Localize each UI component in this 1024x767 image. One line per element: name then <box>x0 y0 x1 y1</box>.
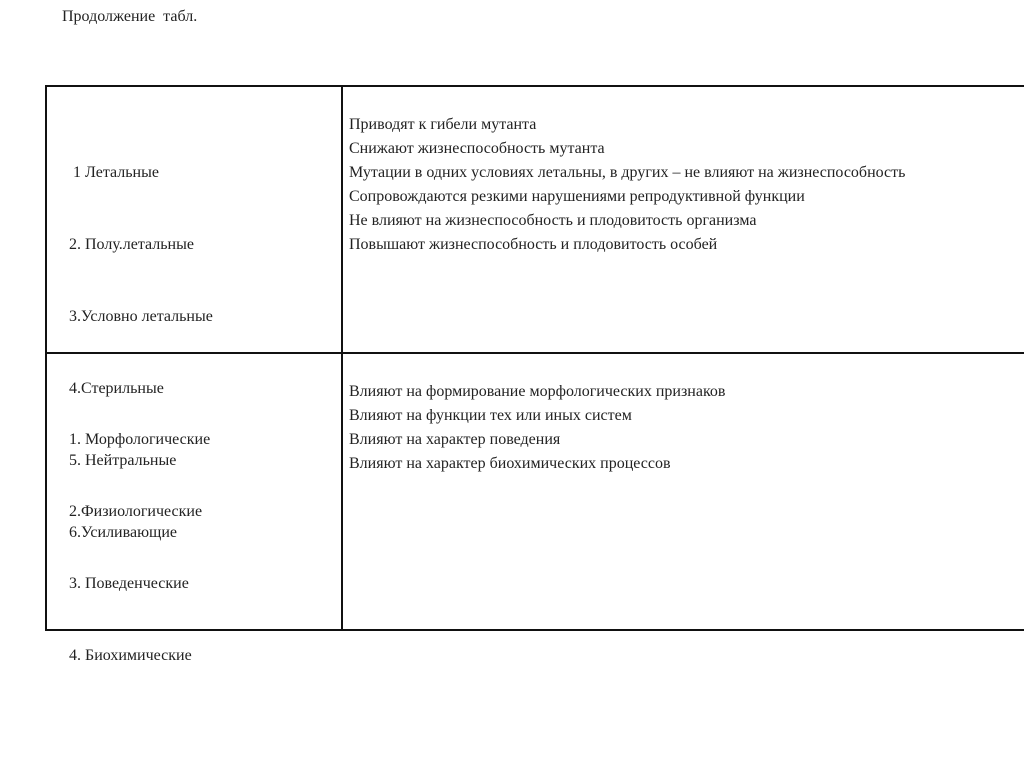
list-item: Влияют на функции тех или иных систем <box>349 407 632 424</box>
list-item: 1. Морфологические <box>69 431 211 448</box>
list-item: 2.Физиологические <box>69 503 203 520</box>
list-item: 6.Усиливающие <box>69 524 177 541</box>
list-item: Не влияют на жизнеспособность и плодовитость организма <box>349 212 757 229</box>
list-item: 5. Нейтральные <box>69 452 177 469</box>
mutation-types-list <box>69 380 210 716</box>
list-item: Влияют на формирование морфологических признаков <box>349 383 726 400</box>
mutation-effects-cell <box>343 87 1024 352</box>
list-item: 1 Летальные <box>69 164 159 181</box>
list-item: 3.Условно летальные <box>69 308 213 325</box>
table-caption: Продолжение табл. <box>62 8 198 25</box>
list-item: 4.Стерильные <box>69 380 164 397</box>
list-item: Мутации в одних условиях летальны, в других – не влияют на жизнеспособность <box>349 164 906 181</box>
list-item: 4. Биохимические <box>69 647 192 664</box>
mutation-classification-table <box>45 85 1024 664</box>
mutation-effects-list <box>349 113 1019 257</box>
list-item: Сопровождаются резкими нарушениями репродуктивной функции <box>349 188 805 205</box>
mutation-types-cell <box>47 354 343 664</box>
table-row <box>47 354 1024 664</box>
list-item: Влияют на характер биохимических процессов <box>349 455 671 472</box>
mutation-effects-cell <box>343 354 1024 631</box>
list-item: Повышают жизнеспособность и плодовитость особей <box>349 236 718 253</box>
list-item: Снижают жизнеспособность мутанта <box>349 140 605 157</box>
mutation-effects-list <box>349 380 1019 476</box>
list-item: 3. Поведенческие <box>69 575 189 592</box>
list-item: Влияют на характер поведения <box>349 431 561 448</box>
list-item: Приводят к гибели мутанта <box>349 116 537 133</box>
list-item: 2. Полу.летальные <box>69 236 194 253</box>
